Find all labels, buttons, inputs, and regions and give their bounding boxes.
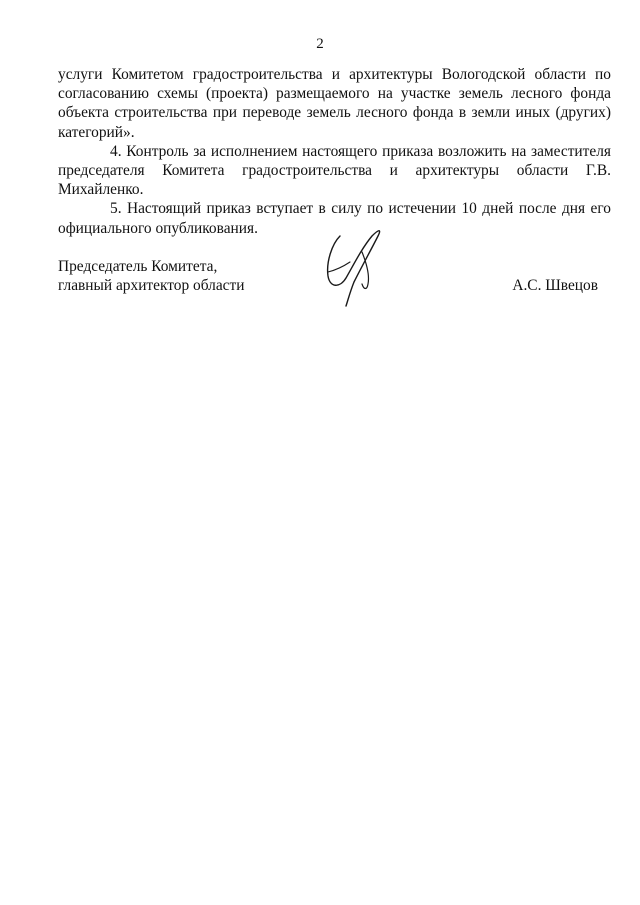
signatory-position-line-2: главный архитектор области bbox=[58, 277, 245, 294]
paragraph-item-4: 4. Контроль за исполнением настоящего приказа возложить на заместителя председателя Комитета градостроительства и архитектуры области Г.В. Михайленко. bbox=[58, 142, 611, 199]
handwritten-signature bbox=[318, 222, 398, 307]
signatory-position-line-1: Председатель Комитета, bbox=[58, 258, 218, 275]
paragraph-continuation: услуги Комитетом градостроительства и архитектуры Вологодской области по согласованию схемы (проекта) размещаемого на участке земель лесного фонда объекта строительства при переводе земель лесного фонда в земли иных (других) категорий». bbox=[58, 66, 611, 141]
paragraph-item-5: 5. Настоящий приказ вступает в силу по истечении 10 дней после дня его официального опубликования. bbox=[58, 200, 611, 237]
signatory-position bbox=[58, 257, 244, 295]
document-body bbox=[58, 65, 611, 238]
page-number: 2 bbox=[316, 36, 324, 52]
signatory-name: А.С. Швецов bbox=[512, 277, 598, 294]
